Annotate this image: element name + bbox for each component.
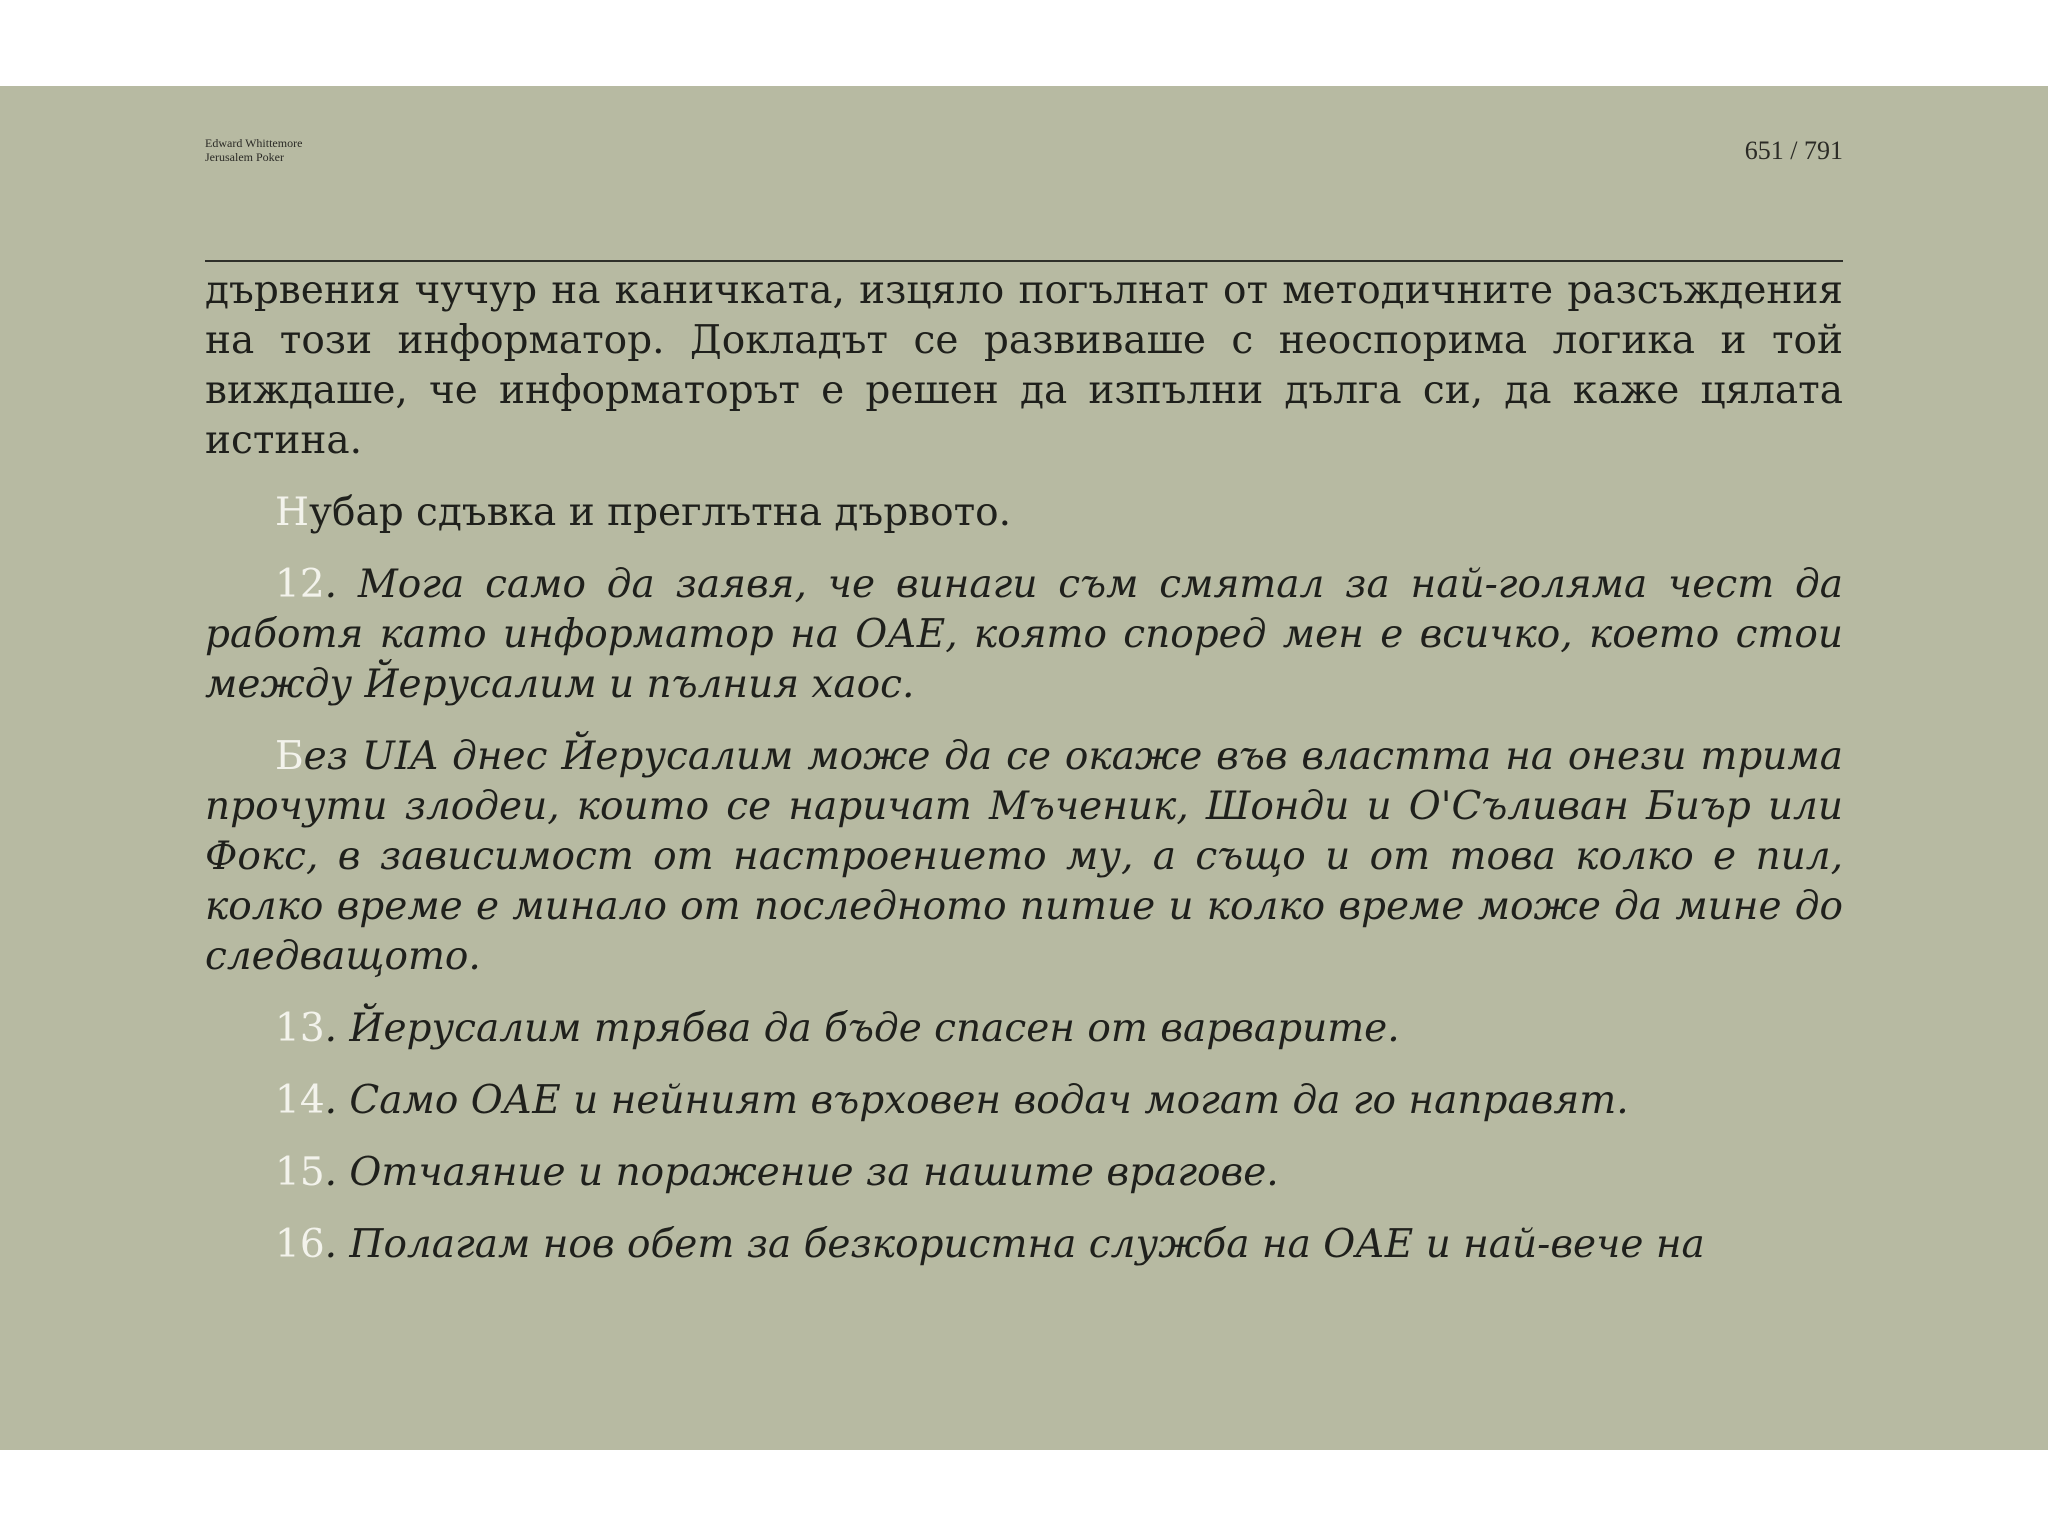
item-number: 15 [275,1150,325,1195]
page-header [205,136,1843,260]
paragraph [205,1076,1843,1126]
paragraph [205,1148,1843,1198]
paragraph-text: . Йерусалим трябва да бъде спасен от варварите. [324,1006,1400,1051]
paragraph-text: убар сдъвка и преглътна дървото. [309,490,1012,535]
paragraph-text: . Полагам нов обет за безкористна служба на ОАЕ и най-вече на [324,1222,1705,1267]
book-text[interactable] [205,266,1843,1292]
page-indicator: 651 / 791 [1744,136,1843,165]
item-number: 14 [275,1078,325,1123]
drop-letter: Б [275,734,304,779]
book-title: Jerusalem Poker [205,150,284,164]
paragraph-text: . Само ОАЕ и нейният върховен водач могат да го направят. [324,1078,1629,1123]
paragraph-text: . Мога само да заявя, че винаги съм смятал за най-голяма чест да работя като информатор на ОАЕ, която според мен е всичко, което стои между Йерусалим и пълния хаос. [205,562,1843,707]
paragraph-text: дървения чучур на каничката, изцяло погълнат от методичните разсъждения на този информатор. Докладът се развиваше с неоспорима логика и той виждаше, че информаторът е решен да изпълни дълга си, да каже цялата истина. [205,268,1843,463]
paragraph [205,266,1843,466]
paragraph-text: . Отчаяние и поражение за нашите врагове. [324,1150,1279,1195]
paragraph [205,1220,1843,1270]
drop-letter: Н [275,490,310,535]
paragraph-text: ез UIA днес Йерусалим може да се окаже във властта на онези трима прочути злодеи, които се наричат Мъченик, Шонди и О'Съливан Биър или Фокс, в зависимост от настроението му, а също и от това колко е пил, колко време е минало от последното питие и колко време може да мине до следващото. [205,734,1843,979]
item-number: 16 [275,1222,325,1267]
header-divider [205,260,1843,262]
paragraph [205,1004,1843,1054]
item-number: 13 [275,1006,325,1051]
running-title [205,136,302,164]
paragraph [205,732,1843,982]
paragraph [205,560,1843,710]
paragraph [205,488,1843,538]
author-name: Edward Whittemore [205,136,303,150]
item-number: 12 [275,562,325,607]
